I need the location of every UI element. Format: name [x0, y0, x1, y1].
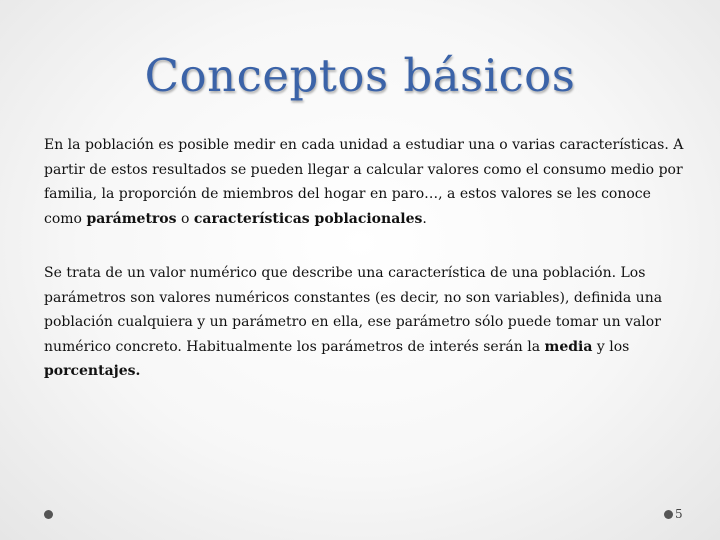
footer-bullet-right: [664, 510, 673, 519]
term-parametros: parámetros: [86, 210, 177, 227]
paragraph-2-text-b: y los: [592, 338, 630, 355]
paragraph-parametro-definicion: [44, 261, 688, 384]
paragraph-parametros-intro: [44, 133, 688, 231]
page-number: 5: [675, 507, 683, 521]
paragraph-1-text-a: En la población es posible medir en cada unidad a estudiar una o varias características. A partir de estos resultados se pueden llegar a calcular valores como el consumo medio por familia, la proporción de miembros del hogar en paro…, a estos valores se les conoce como: [44, 137, 684, 227]
paragraph-1-text-b: o: [176, 210, 194, 227]
term-porcentajes: porcentajes.: [44, 363, 141, 379]
slide-title: Conceptos básicos: [144, 49, 576, 102]
term-media: media: [544, 338, 593, 355]
footer-bullet-left: [44, 510, 53, 519]
paragraph-1-text-c: .: [422, 210, 427, 227]
term-caracteristicas-poblacionales: características poblacionales: [193, 210, 423, 227]
paragraph-2-text-a: Se trata de un valor numérico que describe una característica de una población. Los parámetros son valores numéricos constantes (es decir, no son variables), definida una población cualquiera y un parámetro en ella, ese parámetro sólo puede tomar un valor numérico concreto. Habitualmente los parámetros de interés serán la: [44, 265, 663, 355]
